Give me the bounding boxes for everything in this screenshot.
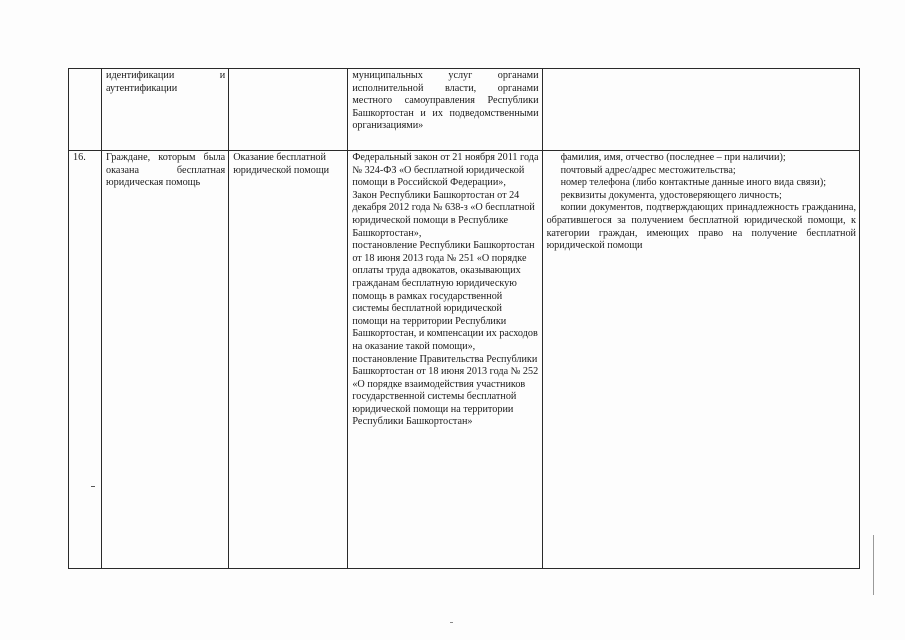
data-list-item: копии документов, подтверждающих принадлежность гражданина, обратившегося за получением бесплатной юридической помощи, к категории граждан, имеющих право на получение бесплатной юридической помощи	[546, 202, 856, 252]
cell-number-empty	[69, 69, 102, 151]
data-list-item: номер телефона (либо контактные данные иного вида связи);	[560, 177, 827, 189]
cell-service: Оказание бесплатной юридической помощи	[229, 151, 348, 569]
cell-legal-basis	[348, 151, 542, 569]
cell-service-empty	[229, 69, 348, 151]
data-list-item: почтовый адрес/адрес местожительства;	[560, 164, 736, 176]
scan-dot	[450, 622, 453, 623]
data-table	[68, 68, 860, 569]
legal-basis-item: Закон Республики Башкортостан от 24 декабря 2012 года № 638-з «О бесплатной юридической помощи в Республике Башкортостан»,	[352, 189, 535, 239]
cell-applicants-continued: идентификации и аутентификации	[102, 69, 229, 151]
cell-legal-basis-continued: муниципальных услуг органами исполнительной власти, органами местного самоуправления Республики Башкортостан и их подведомственными организациями»	[348, 69, 542, 151]
data-list-item: реквизиты документа, удостоверяющего личность;	[560, 189, 782, 201]
data-list-item: фамилия, имя, отчество (последнее – при наличии);	[560, 152, 786, 163]
cell-data-empty	[542, 69, 859, 151]
cell-row-number: 16.	[69, 151, 102, 569]
legal-basis-item: Федеральный закон от 21 ноября 2011 года № 324-ФЗ «О бесплатной юридической помощи в Российской Федерации»,	[352, 152, 539, 189]
scan-edge-line	[873, 535, 874, 595]
legal-basis-item: постановление Правительства Республики Башкортостан от 18 июня 2013 года № 252 «О порядке взаимодействия участников государственной системы бесплатной юридической помощи на территории Республики Башкортостан»	[352, 353, 539, 428]
cell-applicants: Граждане, которым была оказана бесплатная юридическая помощь	[102, 151, 229, 569]
cell-data-list	[542, 151, 859, 569]
table-row-16	[69, 151, 860, 569]
table-row-continued	[69, 69, 860, 151]
scan-mark	[91, 486, 95, 487]
legal-basis-item: постановление Республики Башкортостан от 18 июня 2013 года № 251 «О порядке оплаты труда адвокатов, оказывающих гражданам бесплатную юридическую помощь в рамках государственной системы бесплатной юридической помощи на территории Республики Башкортостан, и компенсации их расходов на оказание такой помощи»,	[352, 240, 538, 352]
